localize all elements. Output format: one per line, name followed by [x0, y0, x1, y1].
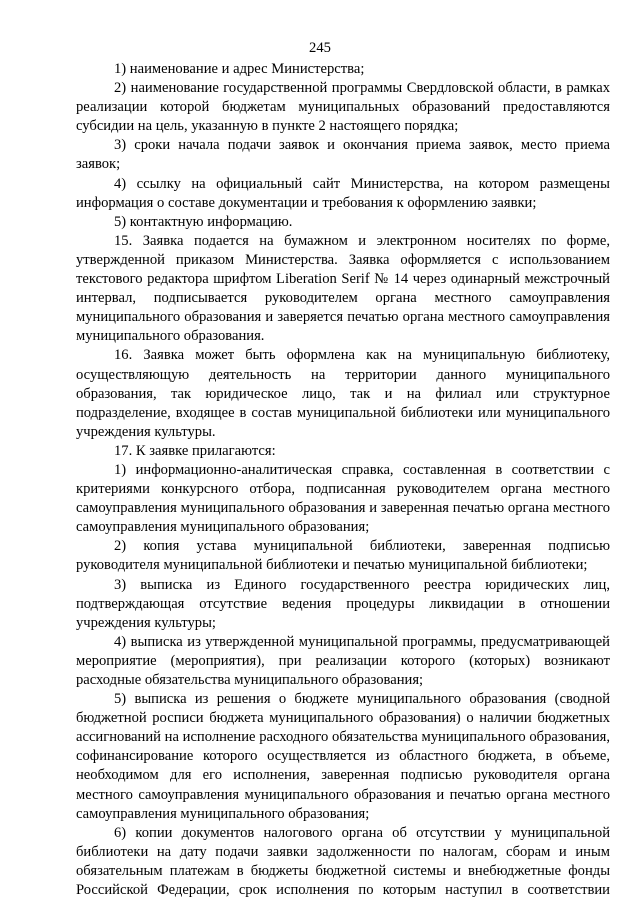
paragraph-attachment-4: 4) выписка из утвержденной муниципальной программы, предусматривающей мероприятие (мероприятия), при реализации которого (которых) возникают расходные обязательства муниципального образования; — [76, 633, 610, 688]
paragraph-item-3: 3) сроки начала подачи заявок и окончания приема заявок, место приема заявок; — [76, 137, 610, 173]
paragraph-item-2: 2) наименование государственной программы Свердловской области, в рамках реализации которой бюджетам муниципальных образований предоставляются субсидии на цель, указанную в пункте 2 настоящего порядка; — [76, 80, 610, 135]
document-body — [76, 60, 610, 900]
page-number: 245 — [309, 40, 331, 56]
paragraph-clause-17: 17. К заявке прилагаются: — [114, 442, 276, 459]
paragraph-item-5: 5) контактную информацию. — [114, 213, 293, 230]
paragraph-clause-16: 16. Заявка может быть оформлена как на муниципальную библиотеку, осуществляющую деятельность на территории данного муниципального образования, так юридическое лицо, так и на филиал или структурное подразделение, входящее в состав муниципальной библиотеки или муниципального учреждения культуры. — [76, 347, 610, 440]
paragraph-attachment-1: 1) информационно-аналитическая справка, составленная в соответствии с критериями конкурсного отбора, подписанная руководителем органа местного самоуправления муниципального образования и заверенная печатью органа местного самоуправления муниципального образования; — [76, 461, 610, 536]
paragraph-attachment-5: 5) выписка из решения о бюджете муниципального образования (сводной бюджетной росписи бюджета муниципального образования) о наличии бюджетных ассигнований на исполнение расходного обязательства муниципального образования, софинансирование которого осуществляется из областного бюджета, в объеме, необходимом для его исполнения, заверенная подписью руководителя органа местного самоуправления муниципального образования и печатью органа местного самоуправления муниципального образования; — [76, 691, 610, 822]
paragraph-item-1: 1) наименование и адрес Министерства; — [114, 61, 365, 77]
paragraph-attachment-2: 2) копия устава муниципальной библиотеки, заверенная подписью руководителя муниципальной библиотеки и печатью муниципальной библиотеки; — [76, 538, 610, 574]
paragraph-attachment-3: 3) выписка из Единого государственного реестра юридических лиц, подтверждающая отсутствие ведения процедуры ликвидации в отношении учреждения культуры; — [76, 576, 610, 631]
paragraph-item-4: 4) ссылку на официальный сайт Министерства, на котором размещены информация о составе документации и требования к оформлению заявки; — [76, 175, 610, 211]
paragraph-attachment-6: 6) копии документов налогового органа об отсутствии у муниципальной библиотеки на дату подачи заявки задолженности по налогам, сборам и иным обязательным платежам в бюджеты бюджетной системы и внебюджетные фонды Российской Федерации, срок исполнения по которым наступил в соответствии — [76, 824, 610, 899]
paragraph-clause-15: 15. Заявка подается на бумажном и электронном носителях по форме, утвержденной приказом Министерства. Заявка оформляется с использованием текстового редактора шрифтом Liberation Serif № 14 через одинарный межстрочный интервал, подписывается руководителем органа местного самоуправления муниципального образования и заверяется печатью органа местного самоуправления муниципального образования. — [76, 232, 610, 345]
